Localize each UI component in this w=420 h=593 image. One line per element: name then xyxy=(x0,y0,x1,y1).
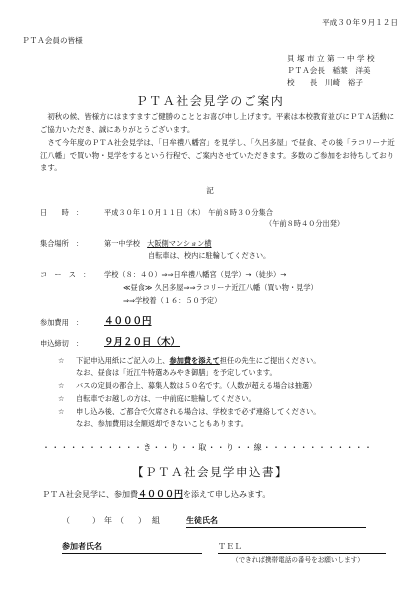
note-star-icon: ☆ xyxy=(58,381,65,390)
deadline-label: 申込締切 ： xyxy=(40,339,84,348)
deadline-value: ９月２０日（木） xyxy=(104,337,181,348)
note-1-text: 下記申込用紙にご記入の上、 xyxy=(76,356,170,365)
guardian-name-label: 参加者氏名 xyxy=(62,542,102,551)
document-date: 平成３０年９月１２日 xyxy=(322,18,398,27)
fee-label: 参加費用 ： xyxy=(40,318,84,327)
note-1-text-end: 担任の先生にご提出ください。 xyxy=(219,356,321,365)
grade-open-paren: （ xyxy=(62,516,70,525)
form-fee-amount: ４０００円 xyxy=(138,490,184,500)
fee-value: ４０００円 xyxy=(104,316,152,327)
note-4-sub: なお、参加費用は全額返却できないこともあります。 xyxy=(76,419,248,428)
cut-line: ・・・・・・・・・・・き・・り・・取・・り・・線・・・・・・・・・・・・ xyxy=(42,443,374,452)
sender-school: 貝 塚 市 立 第 一 中 学 校 xyxy=(287,54,375,63)
course-label: コ ー ス ： xyxy=(40,270,91,279)
sender-pta-chair: ＰＴＡ会長 稲葉 洋美 xyxy=(287,66,371,75)
tel-line[interactable] xyxy=(218,553,386,554)
note-star-icon: ☆ xyxy=(58,394,65,403)
note-star-icon: ☆ xyxy=(58,407,65,416)
sender-principal: 校 長 川崎 裕子 xyxy=(287,78,363,87)
class-open-paren: （ xyxy=(116,516,124,525)
note-3: 自転車でお越しの方は、一中前庭に駐輪してください。 xyxy=(76,394,256,403)
note-2: バスの定員の都合上、募集人数は５０名です。（人数が超える場合は抽選） xyxy=(76,381,317,390)
recipient: ＰＴＡ会員の皆様 xyxy=(22,36,83,45)
place-name: 大阪側マンション横 xyxy=(147,239,212,248)
form-statement-text: ＰＴＡ社会見学に、参加費 xyxy=(42,490,138,499)
grade-close-paren: ） xyxy=(92,516,100,525)
course-line-1: 学校（８：４０）⇒⇒日牟禮八幡宮（見学）→（徒歩）→ xyxy=(104,270,287,279)
note-1 xyxy=(76,356,320,365)
student-name-line[interactable] xyxy=(186,527,366,528)
ki-heading: 記 xyxy=(206,186,214,195)
intro-paragraph-1: 初秋の候、皆様方にはますますご健勝のこととお喜び申し上げます。平素は本校教育並びにＰＴＡ活動にご協力いただき、誠にありがとうございます。 xyxy=(40,112,395,134)
grade-label: 年 xyxy=(104,516,112,525)
tel-label: ＴＥＬ xyxy=(218,542,242,551)
form-title: 【ＰＴＡ社会見学申込書】 xyxy=(132,465,288,479)
guardian-name-line[interactable] xyxy=(62,553,202,554)
intro-paragraph-2: さて今年度のＰＴＡ社会見学は、「日牟禮八幡宮」を見学し、「久呂多屋」で昼食、その後「ラコリーナ近江八幡」で買い物・見学をするという行程で、ご案内させていただきます。多数のご参加をお待ちしております。 xyxy=(40,138,395,172)
place-prefix: 第一中学校 xyxy=(104,239,148,248)
departure-time: （午前８時４０分出発） xyxy=(265,219,345,228)
note-4: 申し込み後、ご都合で欠席される場合は、学校まで必ず連絡してください。 xyxy=(76,407,321,416)
class-close-paren: ） xyxy=(138,516,146,525)
date-value: 平成３０年１０月１１日（木） 午前８時３０分集合 xyxy=(104,208,273,217)
form-statement-text-end: を添えて申し込みます。 xyxy=(183,490,271,499)
place-value xyxy=(104,239,212,248)
course-line-3: ⇒⇒学校着（１６：５０予定） xyxy=(123,296,222,305)
note-star-icon: ☆ xyxy=(58,356,65,365)
place-note: 自転車は、校内に駐輪してください。 xyxy=(148,251,271,260)
form-statement xyxy=(42,490,270,501)
note-1-sub: なお、昼食は「近江牛特選あみやき御膳」を予定しています。 xyxy=(76,368,277,377)
tel-note: （できれば携帯電話の番号をお願いします） xyxy=(232,556,364,564)
date-label: 日 時 ： xyxy=(40,208,84,217)
place-label: 集合場所 ： xyxy=(40,239,84,248)
class-label: 組 xyxy=(152,516,160,525)
note-1-emphasis: 参加費を添えて xyxy=(169,356,220,365)
page-title: ＰＴＡ社会見学のご案内 xyxy=(135,94,285,108)
course-line-2: ≪昼食≫ 久呂多屋⇒⇒ラコリーナ近江八幡（買い物・見学） xyxy=(123,283,318,292)
student-name-label: 生徒氏名 xyxy=(186,516,218,525)
